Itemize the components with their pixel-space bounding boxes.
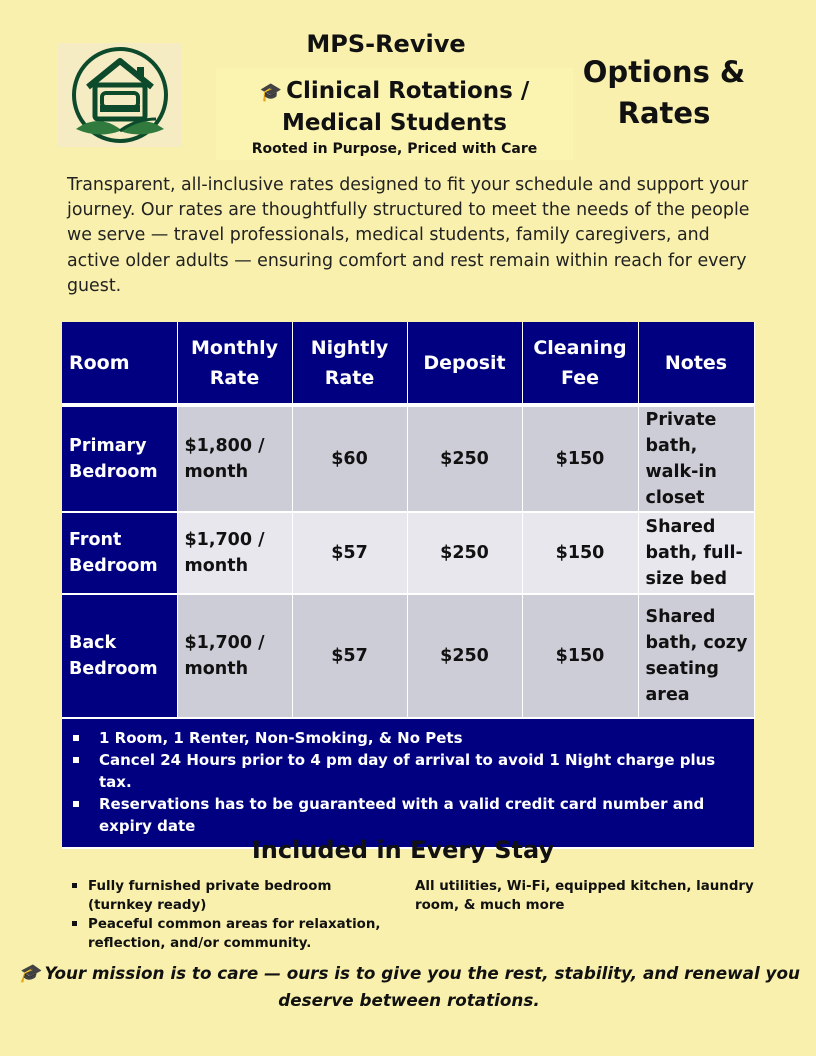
policy-item: 1 Room, 1 Renter, Non-Smoking, & No Pets: [72, 727, 744, 749]
policies-cell: [62, 718, 754, 848]
notes: Shared bath, cozy seating area: [638, 594, 754, 718]
notes: Shared bath, full-size bed: [638, 512, 754, 594]
nightly-rate: $57: [292, 512, 407, 594]
subtitle-text-1: Clinical Rotations /: [286, 78, 530, 104]
cleaning-fee: $150: [522, 405, 638, 512]
policy-item: Reservations has to be guaranteed with a valid credit card number and expiry date: [72, 793, 744, 837]
included-item: Fully furnished private bedroom (turnkey ready): [71, 877, 391, 915]
notes: Private bath, walk-in closet: [638, 405, 754, 512]
intro-paragraph: Transparent, all-inclusive rates designed to fit your schedule and support your journey. Our rates are thoughtfully structured to meet the needs of the people we serve — travel professionals, medical students, family caregivers, and active older adults — ensuring comfort and rest remain within reach for every guest.: [67, 175, 750, 296]
mission-statement: [14, 960, 804, 1014]
subtitle-line-2: Medical Students: [282, 110, 507, 136]
header-room: Room: [62, 322, 177, 405]
policies-list: [72, 727, 744, 837]
table-row: [62, 512, 754, 594]
header-monthly-rate: Monthly Rate: [177, 322, 292, 405]
included-right-text: All utilities, Wi-Fi, equipped kitchen, laundry room, & much more: [415, 879, 754, 913]
logo: [58, 43, 182, 147]
table-header-row: [62, 322, 754, 405]
table-row: [62, 405, 754, 512]
included-list-left: [71, 877, 391, 953]
options-line-2: Rates: [617, 96, 711, 130]
header-deposit: Deposit: [407, 322, 522, 405]
nightly-rate: $60: [292, 405, 407, 512]
policies-row: [62, 718, 754, 848]
included-title: Included in Every Stay: [251, 836, 555, 864]
cleaning-fee: $150: [522, 512, 638, 594]
deposit: $250: [407, 594, 522, 718]
table-row: [62, 594, 754, 718]
graduation-cap-icon: 🎓: [18, 963, 41, 984]
options-rates-title: [582, 52, 746, 134]
room-name: Front Bedroom: [62, 512, 177, 594]
deposit: $250: [407, 512, 522, 594]
house-bed-logo-icon: [58, 43, 182, 147]
cleaning-fee: $150: [522, 594, 638, 718]
subtitle-line-1: [216, 76, 573, 108]
graduation-cap-icon: 🎓: [259, 82, 283, 103]
monthly-rate: $1,700 / month: [177, 512, 292, 594]
header-nightly-rate: Nightly Rate: [292, 322, 407, 405]
subtitle-box: [216, 68, 573, 160]
header-notes: Notes: [638, 322, 754, 405]
header-cleaning-fee: Cleaning Fee: [522, 322, 638, 405]
included-item: Peaceful common areas for relaxation, reflection, and/or community.: [71, 915, 391, 953]
options-line-1: Options &: [582, 55, 746, 89]
tagline: Rooted in Purpose, Priced with Care: [251, 141, 538, 157]
room-name: Back Bedroom: [62, 594, 177, 718]
monthly-rate: $1,800 / month: [177, 405, 292, 512]
monthly-rate: $1,700 / month: [177, 594, 292, 718]
policy-item: Cancel 24 Hours prior to 4 pm day of arrival to avoid 1 Night charge plus tax.: [72, 749, 744, 793]
rates-table: [62, 322, 755, 849]
deposit: $250: [407, 405, 522, 512]
room-name: Primary Bedroom: [62, 405, 177, 512]
mission-text: Your mission is to care — ours is to give you the rest, stability, and renewal you deserve between rotations.: [44, 963, 800, 1010]
nightly-rate: $57: [292, 594, 407, 718]
brand-name: MPS-Revive: [306, 30, 466, 58]
